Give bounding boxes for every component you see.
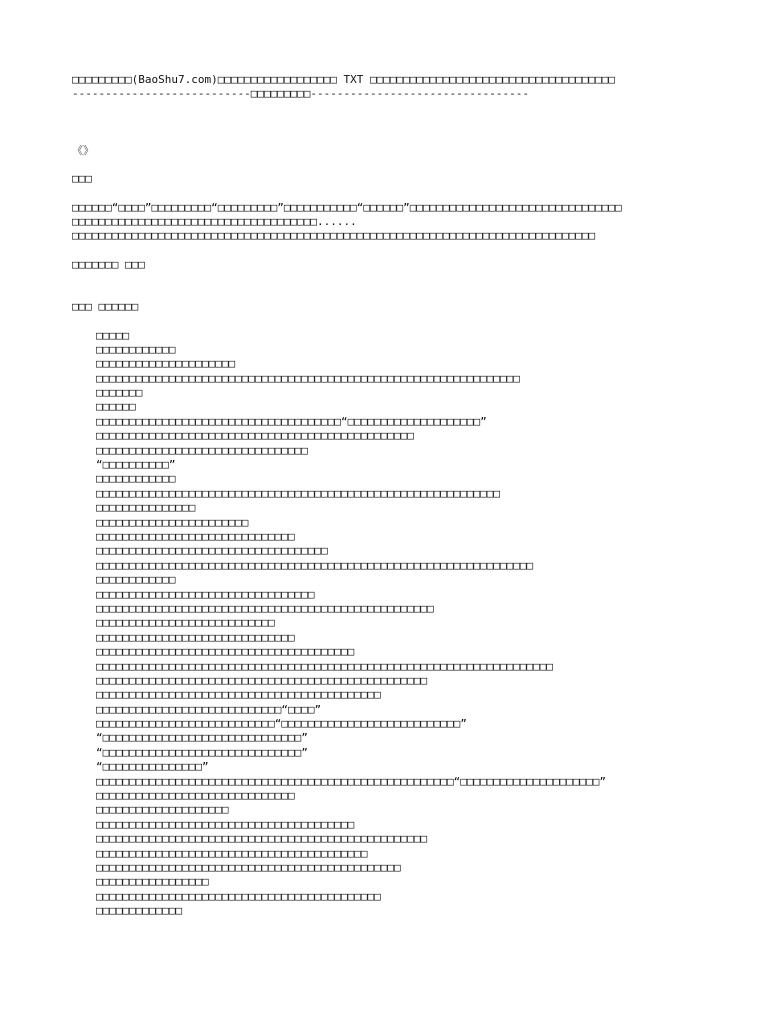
body-line: □□□□□□□□□□□□□□□□□□□□□□□□□□□□□□□□□□□□□□□□□□□□□□□□ — [96, 429, 414, 443]
body-line: □□□□□□□□□□□□□□□□□□□□□□□□□□□ — [96, 616, 275, 630]
body-line: “□□□□□□□□□□□□□□□□□□□□□□□□□□□□□□” — [96, 731, 308, 745]
intro-paragraph — [72, 201, 712, 244]
body-line: □□□□□□□□□□□□□□□□□□□□□□□□□□□□□□□□□□□□□□□□□□□□□□□□□□□□□□□□□□□□□ — [96, 486, 500, 500]
body-line: □□□□□□□□□□□□□□□□□□□□□ — [96, 357, 236, 371]
tags-line: □□□□□□□ □□□ — [72, 257, 145, 271]
body-line: “□□□□□□□□□□” — [96, 458, 176, 472]
body-line: “□□□□□□□□□□□□□□□” — [96, 760, 209, 774]
body-line: □□□□□□□□□□□□□□□□□□□□□□□□□□□□□□□□□□□ — [96, 544, 328, 558]
book-title: 《》 — [72, 143, 94, 157]
body-line: □□□□□□□□□□□□□□□□□□□□□□□□□□□□□□□□□□□□□□□□□□□ — [96, 889, 381, 903]
header-line: □□□□□□□□□(BaoShu7.com)□□□□□□□□□□□□□□□□□□ TXT □□□□□□□□□□□□□□□□□□□□□□□□□□□□□□□□□□□□□ — [72, 73, 616, 86]
body-line: □□□□□□□□□□□□□□□□□□□□□□□□□□□□□□□□□□□□□“□□□□□□□□□□□□□□□□□□□□” — [96, 414, 487, 428]
body-line: □□□□□□□□□□□□□□□□□□□□□□□□□□□□□□□□□□□□□□□□□□□□□□□□□□□ — [96, 601, 434, 615]
chapter-title: □□□ □□□□□□ — [72, 300, 139, 314]
body-line: □□□□□□□□□□□□□□□□□ — [96, 875, 209, 889]
body-line: □□□□□□□□□□□□□□□□□□□□ — [96, 803, 229, 817]
body-line: “□□□□□□□□□□□□□□□□□□□□□□□□□□□□□□” — [96, 745, 308, 759]
body-line: □□□□□ — [96, 328, 130, 342]
body-line: □□□□□□□□□□□□□□□□□□□□□□□□□□□□□□□□□ — [96, 587, 315, 601]
body-line: □□□□□□□□□□□□□□□□□□□□□□□□□□□“□□□□□□□□□□□□□□□□□□□□□□□□□□□” — [96, 717, 467, 731]
body-line: □□□□□□□□□□□□□□□□□□□□□□□□□□□□□□□□□□□□□□□□□□□□□□□□□□ — [96, 673, 428, 687]
body-line: □□□□□□□□□□□□□□□□□□□□□□□ — [96, 515, 249, 529]
intro-line: □□□□□□“□□□□”□□□□□□□□□“□□□□□□□□□”□□□□□□□□□□□“□□□□□□”□□□□□□□□□□□□□□□□□□□□□□□□□□□□□□□□ — [72, 200, 622, 214]
body-line: □□□□□□□□□□□□□□□□□□□□□□□□□□□□□□ — [96, 789, 295, 803]
body-line: □□□□□□□□□□□□□□□□□□□□□□□□□□□□□□ — [96, 630, 295, 644]
body-line: □□□□□□□□□□□□□□□□□□□□□□□□□□□□□□□□□□□□□□□□□□□ — [96, 688, 381, 702]
body-line: □□□□□□□□□□□□□□□□□□□□□□□□□□□□□□□□ — [96, 443, 308, 457]
document-page — [72, 73, 712, 919]
body-line: □□□□□□□□□□□□□□□□□□□□□□□□□□□□□□□□□□□□□□□ — [96, 817, 355, 831]
body-line: □□□□□□□ — [96, 386, 143, 400]
body-line: □□□□□□□□□□□□□□□□□□□□□□□□□□□□□□ — [96, 529, 295, 543]
body-line: □□□□□□□□□□□□ — [96, 472, 176, 486]
body-line: □□□□□□□□□□□□□□□□□□□□□□□□□□□□□□□□□□□□□□□□□□□□□□ — [96, 860, 401, 874]
body-line: □□□□□□□□□□□□□ — [96, 904, 183, 918]
body-line: □□□□□□□□□□□□□□□ — [96, 501, 196, 515]
body-line: □□□□□□□□□□□□□□□□□□□□□□□□□□□□□□□□□□□□□□□□□□□□□□□□□□□□□□□□□□□□□□□□□□□□□ — [96, 659, 553, 673]
body-line: □□□□□□□□□□□□ — [96, 573, 176, 587]
intro-line: □□□□□□□□□□□□□□□□□□□□□□□□□□□□□□□□□□□□□...... — [72, 214, 357, 228]
body-line: □□□□□□ — [96, 400, 136, 414]
body-line: □□□□□□□□□□□□ — [96, 342, 176, 356]
intro-line: □□□□□□□□□□□□□□□□□□□□□□□□□□□□□□□□□□□□□□□□□□□□□□□□□□□□□□□□□□□□□□□□□□□□□□□□□□□□□□□ — [72, 229, 596, 243]
body-line: □□□□□□□□□□□□□□□□□□□□□□□□□□□□□□□□□□□□□□□□□□□□□□□□□□□□□□□□□□□□□□□□□□ — [96, 558, 534, 572]
header-divider: ---------------------------□□□□□□□□□--------------------------------- — [72, 87, 529, 101]
body-line: □□□□□□□□□□□□□□□□□□□□□□□□□□□□□□□□□□□□□□□□□□□□□□□□□□ — [96, 832, 428, 846]
body-line: □□□□□□□□□□□□□□□□□□□□□□□□□□□□□□□□□□□□□□□□□□□□□□□□□□□□□□□□□□□□□□□□ — [96, 371, 520, 385]
intro-label: □□□ — [72, 172, 92, 186]
chapter-body — [72, 329, 712, 919]
body-line: □□□□□□□□□□□□□□□□□□□□□□□□□□□□□□□□□□□□□□□ — [96, 645, 355, 659]
body-line: □□□□□□□□□□□□□□□□□□□□□□□□□□□□□□□□□□□□□□□□□ — [96, 846, 368, 860]
body-line: □□□□□□□□□□□□□□□□□□□□□□□□□□□□□□□□□□□□□□□□□□□□□□□□□□□□□□“□□□□□□□□□□□□□□□□□□□□□” — [96, 774, 606, 788]
body-line: □□□□□□□□□□□□□□□□□□□□□□□□□□□□“□□□□” — [96, 702, 322, 716]
